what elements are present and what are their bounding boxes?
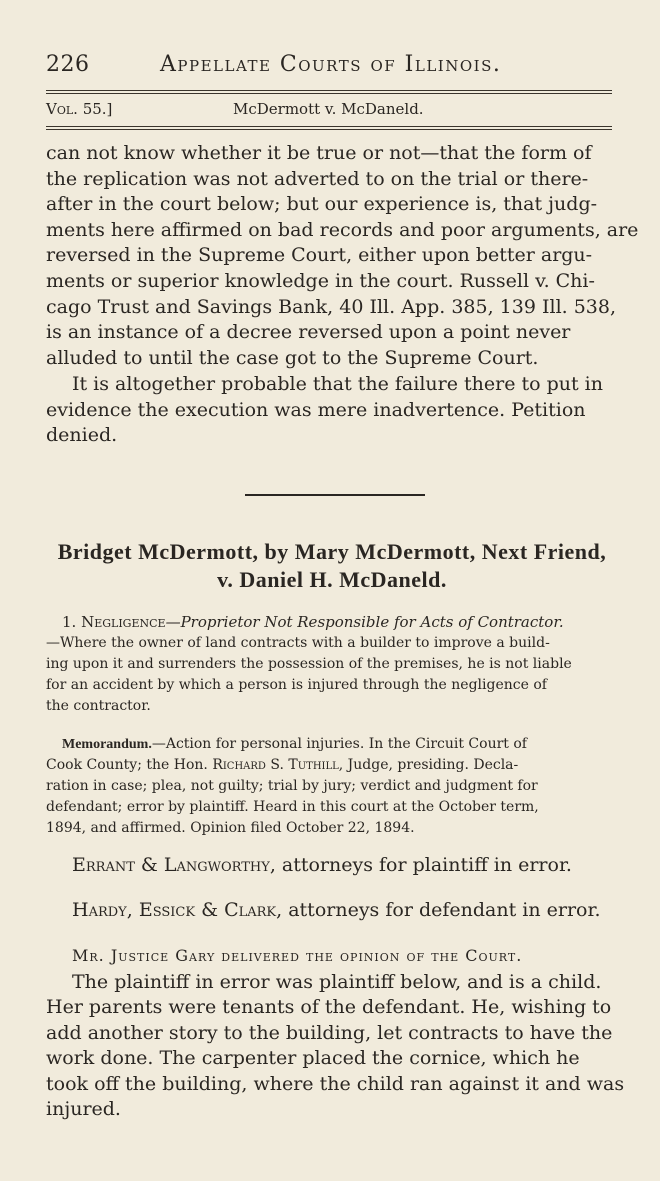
volume-label: Vol. 55.] (46, 100, 113, 118)
text-line: work done. The carpenter placed the cornice, which he (46, 1047, 580, 1070)
text-line: alluded to until the case got to the Supreme Court. (46, 346, 539, 369)
memorandum (46, 734, 618, 839)
text-line: ments here affirmed on bad records and poor arguments, are (46, 218, 639, 241)
text-line: can not know whether it be true or not—that the form of (46, 142, 592, 164)
case-caption-line2: v. Daniel H. McDaneld. (217, 567, 447, 592)
opening-paragraph (46, 141, 639, 371)
running-title: Appellate Courts of Illinois. (160, 52, 502, 77)
text-line: injured. (46, 1098, 121, 1121)
header-rule-top-2 (46, 93, 612, 94)
text-line: reversed in the Supreme Court, either upon better argu- (46, 244, 593, 267)
text-line: The plaintiff in error was plaintiff below, and is a child. (72, 971, 602, 993)
attorneys-defendant (72, 899, 601, 921)
text-line: 1894, and affirmed. Opinion filed October 22, 1894. (46, 820, 415, 836)
text-line: ration in case; plea, not guilty; trial by jury; verdict and judgment for (46, 778, 538, 794)
headnote-topic: Negligence (81, 613, 166, 631)
text-line: defendant; error by plaintiff. Heard in this court at the October term, (46, 799, 539, 815)
plaintiff-attorney-names: Errant & Langworthy (72, 854, 270, 876)
text-line: the contractor. (46, 698, 151, 714)
opinion-intro: Mr. Justice Gary delivered the opinion of the Court. (72, 946, 523, 965)
memorandum-label: Memorandum. (62, 737, 152, 752)
defendant-attorney-role: , attorneys for defendant in error. (276, 899, 601, 921)
case-caption-line1: Bridget McDermott, by Mary McDermott, Next Friend, (57, 539, 607, 564)
text-line: denied. (46, 424, 118, 447)
text-segment: Cook County; the Hon. (46, 757, 213, 773)
text-line: is an instance of a decree reversed upon a point never (46, 321, 571, 344)
text-line: the replication was not adverted to on the trial or there- (46, 167, 589, 190)
text-line: ments or superior knowledge in the court. Russell v. Chi- (46, 269, 595, 292)
header-rule-bottom-2 (46, 129, 612, 130)
defendant-attorney-names: Hardy, Essick & Clark (72, 899, 277, 921)
text-segment: —Action for personal injuries. In the Circuit Court of (151, 736, 527, 752)
text-line: after in the court below; but our experience is, that judg- (46, 193, 598, 216)
text-line: add another story to the building, let contracts to have the (46, 1021, 613, 1044)
section-divider (245, 494, 425, 496)
opinion-body (46, 970, 625, 1122)
text-segment: , Judge, presiding. Decla- (338, 757, 519, 773)
text-line: Her parents were tenants of the defendant. He, wishing to (46, 996, 612, 1019)
headnote (46, 612, 618, 717)
header-rule-top (46, 90, 612, 91)
text-line: It is altogether probable that the failure there to put in (72, 373, 603, 395)
plaintiff-attorney-role: , attorneys for plaintiff in error. (269, 854, 572, 876)
second-paragraph (46, 372, 618, 449)
text-line: evidence the execution was mere inadvertence. Petition (46, 398, 586, 421)
text-line: cago Trust and Savings Bank, 40 Ill. App. 385, 139 Ill. 538, (46, 295, 617, 318)
headnote-subtitle: —Proprietor Not Responsible for Acts of Contractor. (165, 613, 564, 631)
text-line: for an accident by which a person is injured through the negligence of (46, 677, 547, 693)
case-short-name: McDermott v. McDaneld. (233, 100, 424, 118)
attorneys-plaintiff (72, 854, 572, 876)
header-rule-bottom (46, 126, 612, 127)
page-number: 226 (46, 52, 90, 77)
headnote-number: 1. (62, 613, 77, 631)
text-line: took off the building, where the child ran against it and was (46, 1072, 625, 1095)
text-line: ing upon it and surrenders the possession of the premises, he is not liable (46, 656, 572, 672)
judge-name: Richard S. Tuthill (212, 757, 339, 773)
text-line: —Where the owner of land contracts with a builder to improve a build- (46, 635, 550, 651)
